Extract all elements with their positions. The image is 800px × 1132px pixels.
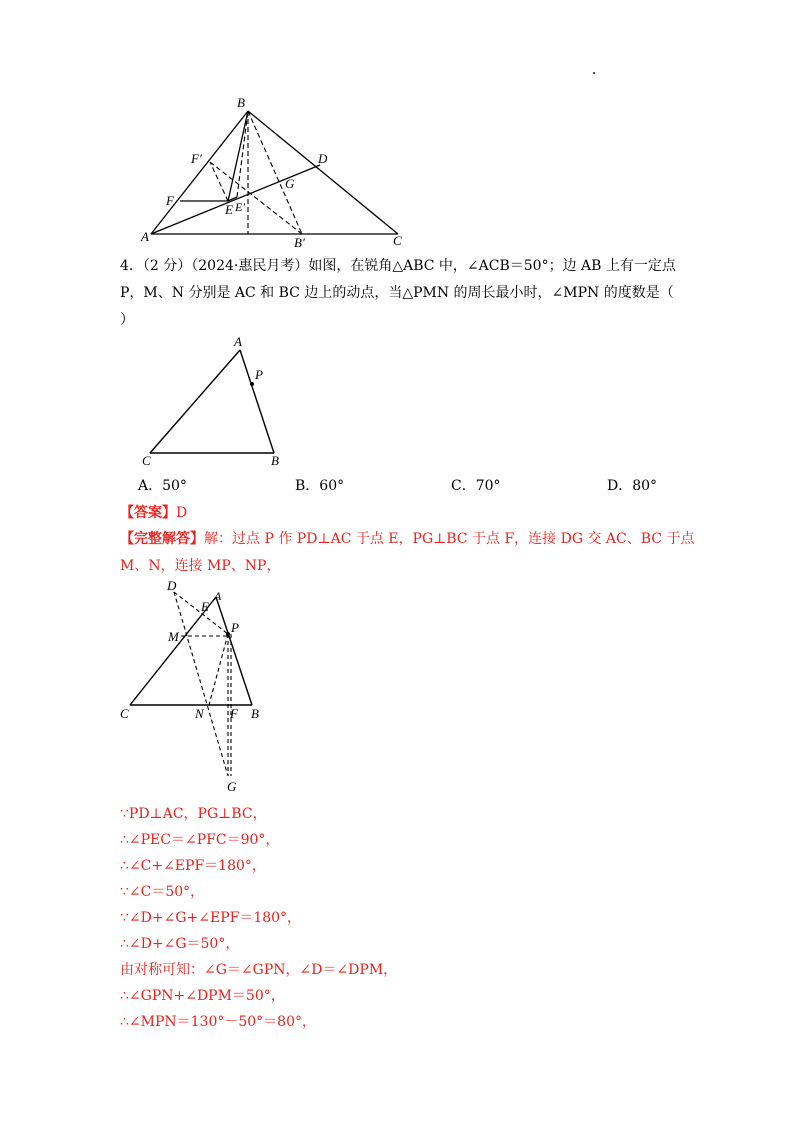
solution-step: ∴∠D+∠G＝50°， <box>120 936 240 952</box>
fig2-label-A: A <box>234 334 242 349</box>
fig1-label-B-prime: B′ <box>294 235 305 250</box>
answer-line <box>120 500 187 526</box>
figure-1-diagram <box>130 92 420 252</box>
answer-value: D <box>176 505 188 521</box>
fig2-label-B: B <box>271 453 279 468</box>
fig1-label-G: G <box>285 176 295 191</box>
fig1-label-F-prime: F′ <box>191 151 202 166</box>
fig3-label-N: N <box>195 706 204 721</box>
solution-step: ∵∠C＝50°， <box>120 884 205 900</box>
fig3-label-B: B <box>251 706 259 721</box>
solution-step: ∴∠GPN+∠DPM＝50°， <box>120 988 285 1004</box>
question-line-1: 4．（2 分）（2024·惠民月考）如图，在锐角△ABC 中，∠ACB＝50°；边 AB 上有一定点 <box>120 258 676 274</box>
page-dot <box>593 72 595 74</box>
fig3-label-C: C <box>120 706 129 721</box>
solution-step: ∵∠D+∠G+∠EPF＝180°， <box>120 910 302 926</box>
solution-line-1 <box>120 526 694 552</box>
option-b: B．60° <box>295 478 345 494</box>
fig3-label-G: G <box>227 779 237 794</box>
solution-line-2: M、N，连接 MP、NP， <box>120 558 281 574</box>
fig3-label-E: E <box>201 599 209 614</box>
fig3-label-A: A <box>214 589 222 603</box>
fig1-label-F: F <box>166 193 174 208</box>
option-a: A．50° <box>138 478 187 494</box>
fig3-label-D: D <box>167 578 177 593</box>
fig1-label-B: B <box>237 95 245 110</box>
fig1-label-D: D <box>318 151 328 166</box>
fig3-label-P: P <box>231 620 239 635</box>
figure-3-diagram <box>110 575 280 795</box>
question-line-2: P，M、N 分别是 AC 和 BC 边上的动点，当△PMN 的周长最小时，∠MPN 的度数是（ <box>120 285 674 301</box>
fig1-label-E-prime: E′ <box>235 200 245 214</box>
fig2-label-P: P <box>255 367 263 382</box>
solution-intro-1: 解：过点 P 作 PD⊥AC 于点 E，PG⊥BC 于点 F，连接 DG 交 AC、BC 于点 <box>204 531 695 547</box>
figure-2-diagram <box>135 330 295 470</box>
option-c: C．70° <box>451 478 501 494</box>
answer-tag: 【答案】 <box>120 505 176 521</box>
option-d: D．80° <box>607 478 658 494</box>
solution-step: ∴∠PEC＝∠PFC＝90°， <box>120 832 280 848</box>
fig2-label-C: C <box>142 453 151 468</box>
fig1-label-E: E <box>225 202 233 217</box>
fig3-label-M: M <box>168 629 179 644</box>
fig1-label-A: A <box>141 229 149 244</box>
solution-step: ∴∠C+∠EPF＝180°， <box>120 858 266 874</box>
fig1-label-C: C <box>393 233 402 248</box>
solution-step: 由对称可知：∠G＝∠GPN，∠D＝∠DPM， <box>120 962 398 978</box>
solution-step: ∵PD⊥AC，PG⊥BC， <box>120 806 267 822</box>
solution-tag: 【完整解答】 <box>120 531 204 547</box>
question-line-3: ） <box>120 312 134 328</box>
fig3-label-F: F <box>230 706 238 721</box>
solution-step: ∴∠MPN＝130°－50°＝80°， <box>120 1014 316 1030</box>
